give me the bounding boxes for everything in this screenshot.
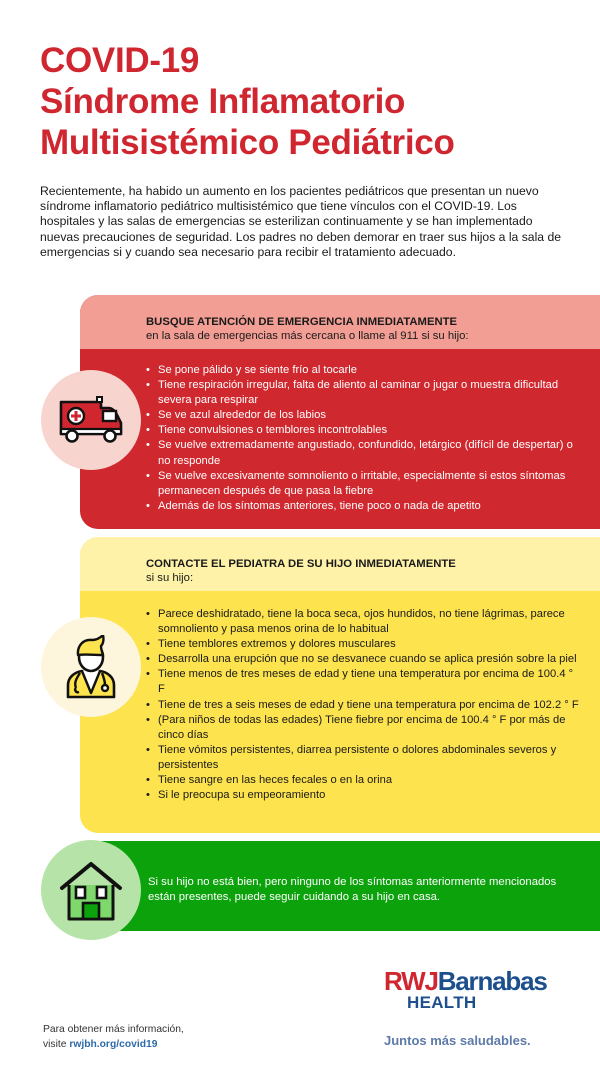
emergency-header [80, 295, 600, 349]
tagline: Juntos más saludables. [384, 1033, 531, 1048]
title-line: Síndrome Inflamatorio [40, 82, 406, 121]
symptom-item: • Desarrolla una erupción que no se desvanece cuando se aplica presión sobre la piel [146, 652, 580, 667]
logo-health: HEALTH [407, 993, 477, 1012]
ambulance-icon [41, 370, 141, 470]
symptom-item: • Se pone pálido y se siente frío al tocarle [146, 363, 580, 378]
symptom-item: • Tiene de tres a seis meses de edad y tiene una temperatura por encima de 102.2 ° F [146, 698, 580, 713]
pediatrician-panel [80, 537, 600, 833]
title-line: COVID-19 [40, 41, 200, 80]
pediatrician-header [80, 537, 600, 591]
intro-paragraph: Recientemente, ha habido un aumento en los pacientes pediátricos que presentan un nuevo síndrome inflamatorio pediátrico multisistémico que tiene vínculos con el COVID-19. Los hospitales y las salas de emergencias se esterilizan continuamente y se han implementado nuevas precauciones de seguridad. Los padres no deben demorar en traer sus hijos a la sala de emergencias si y cuando sea necesario para recibir el tratamiento adecuado. [40, 184, 562, 259]
house-icon [41, 840, 141, 940]
symptom-item: • Tiene respiración irregular, falta de aliento al caminar o jugar o muestra dificultad severa para respirar [146, 378, 580, 408]
pediatrician-subheading: si su hijo: [146, 572, 194, 584]
title-line: Multisistémico Pediátrico [40, 123, 455, 162]
more-info-text [43, 1022, 184, 1052]
symptom-item: • Tiene vómitos persistentes, diarrea persistente o dolores abdominales severos y persistentes [146, 743, 580, 773]
symptom-item: • Tiene temblores extremos y dolores musculares [146, 637, 580, 652]
emergency-panel [80, 295, 600, 529]
symptom-item: • Si le preocupa su empeoramiento [146, 788, 580, 803]
pediatrician-heading: CONTACTE EL PEDIATRA DE SU HIJO INMEDIATAMENTE [146, 558, 456, 570]
home-care-panel [80, 841, 600, 931]
rwjbarnabas-logo [384, 968, 547, 1011]
symptom-item: • Parece deshidratado, tiene la boca seca, ojos hundidos, no tiene lágrimas, parece somnoliento y pasa menos orina de lo habitual [146, 607, 580, 637]
doctor-icon [41, 617, 141, 717]
symptom-item: • Tiene menos de tres meses de edad y tiene una temperatura por encima de 100.4 ° F [146, 667, 580, 697]
emergency-subheading: en la sala de emergencias más cercana o llame al 911 si su hijo: [146, 330, 469, 342]
covid-info-link[interactable]: rwjbh.org/covid19 [69, 1039, 158, 1050]
logo-rwj: RWJ [384, 966, 438, 996]
logo-barnabas: Barnabas [437, 966, 547, 996]
symptom-item: • Además de los síntomas anteriores, tiene poco o nada de apetito [146, 499, 580, 514]
emergency-heading: BUSQUE ATENCIÓN DE EMERGENCIA INMEDIATAMENTE [146, 316, 458, 328]
more-info-line: Para obtener más información, [43, 1024, 184, 1035]
pediatrician-symptom-list [146, 607, 580, 803]
visit-prefix: visite [43, 1039, 70, 1050]
symptom-item: • Se ve azul alrededor de los labios [146, 408, 580, 423]
home-care-text: Si su hijo no está bien, pero ninguno de los síntomas anteriormente mencionados están presentes, puede seguir cuidando a su hijo en casa. [148, 876, 557, 903]
symptom-item: • Se vuelve excesivamente somnoliento o irritable, especialmente si estos síntomas permanecen después de que pasa la fiebre [146, 469, 580, 499]
symptom-item: • Se vuelve extremadamente angustiado, confundido, letárgico (difícil de despertar) o no responde [146, 438, 580, 468]
symptom-item: • Tiene sangre en las heces fecales o en la orina [146, 773, 580, 788]
symptom-item: • Tiene convulsiones o temblores incontrolables [146, 423, 580, 438]
symptom-item: • (Para niños de todas las edades) Tiene fiebre por encima de 100.4 ° F por más de cinco días [146, 713, 580, 743]
page-title [40, 40, 455, 163]
emergency-symptom-list [146, 363, 580, 514]
